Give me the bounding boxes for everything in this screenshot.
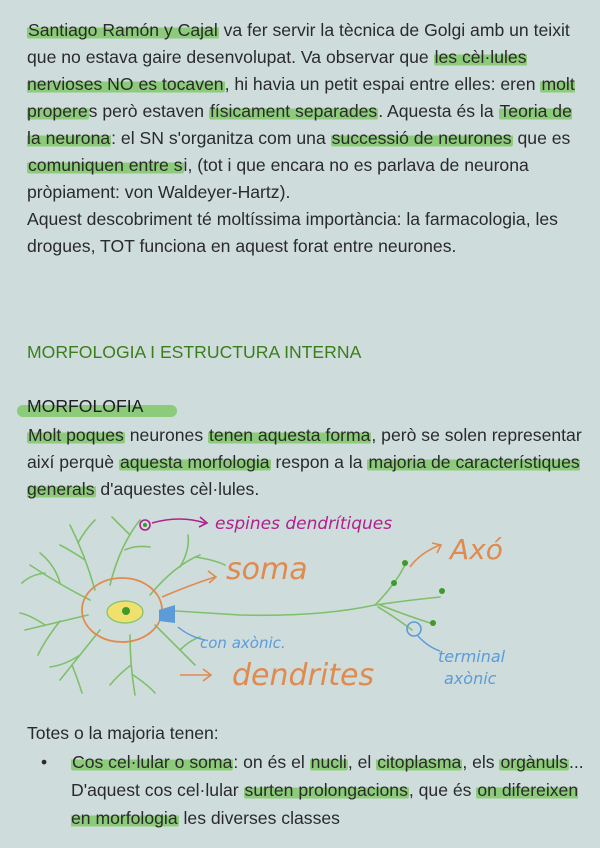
highlight-teoria-neurona: Teoria de la neurona: [27, 101, 572, 148]
highlight-citoplasma: citoplasma: [377, 752, 462, 772]
highlight-comuniquen: comuniquen entre s: [28, 155, 183, 175]
label-axonic: axònic: [444, 669, 497, 688]
morphology-paragraph: Molt poques neurones tenen aquesta forma, però se solen representar així perquè aquesta morfologia respon a la majoria de característiques generals d'aquestes cèl·lules.: [27, 425, 582, 499]
highlight-molt-poques: Molt poques: [28, 425, 124, 445]
highlight-majoria-caracteristiques: majoria de característiques generals: [27, 452, 580, 499]
subsection-title: MORFOLOFIA: [27, 396, 143, 417]
importance-sentence: Aquest descobriment té moltíssima importància: la farmacologia, les drogues, TOT funciona en aquest forat entre neurones.: [27, 209, 558, 256]
highlight-tenen-aquesta-forma: tenen aquesta forma: [209, 425, 371, 445]
label-axo: Axó: [450, 533, 503, 566]
section-title: MORFOLOGIA I ESTRUCTURA INTERNA: [27, 342, 362, 362]
highlight-molt-propers: molt propere: [27, 74, 575, 121]
highlight-successio-neurones: successió de neurones: [331, 128, 512, 148]
highlight-nucli: nucli: [310, 752, 347, 772]
intro-paragraph: Santiago Ramón y Cajal va fer servir la tècnica de Golgi amb un teixit que no estava gaire desenvolupat. Va observar que les cèl·lules nervioses NO es tocaven, hi havia un petit espai entre elles: eren molt properes però estaven físicament separades. Aquesta és la Teoria de la neurona: el SN s'organitza com una successió de neurones que es comuniquen entre si, (tot i que encara no es parlava de neurona pròpiament: von Waldeyer-Hartz). Aquest descobriment té moltíssima importància: la farmacologia, les drogues, TOT funciona en aquest forat entre neurones.: [27, 20, 575, 256]
highlight-fisicament-separades: físicament separades: [209, 101, 378, 121]
highlight-surten-prolongacions: surten prolongacions: [244, 780, 408, 800]
spine-arrow: [152, 519, 205, 523]
label-espines: espines dendrítiques: [215, 514, 393, 534]
axon-arrow: [410, 545, 440, 567]
soma-arrow: [162, 577, 215, 597]
spine-dots: [391, 560, 445, 626]
highlight-ramon-y-cajal: Santiago Ramón y Cajal: [28, 20, 218, 40]
feature-list: [27, 748, 587, 832]
label-soma: soma: [226, 552, 308, 587]
highlight-organuls: orgànuls: [500, 752, 568, 772]
highlight-cos-cellular: Cos cel·lular o soma: [72, 752, 233, 772]
highlight-difereixen: on difereixen en morfologia: [71, 780, 579, 828]
highlight-no-es-tocaven: les cèl·lules nervioses NO es tocaven: [27, 47, 527, 94]
bullet-marker: •: [41, 752, 48, 772]
highlight-aquesta-morfologia: aquesta morfologia: [119, 452, 270, 472]
label-terminal: terminal: [438, 647, 506, 666]
terminal-marker: [407, 622, 421, 636]
label-dendrites: dendrites: [232, 658, 375, 693]
neuron-drawing: [0, 505, 600, 705]
neuron-diagram: [0, 505, 600, 705]
list-intro: Totes o la majoria tenen:: [27, 723, 219, 743]
list-item: • Cos cel·lular o soma: on és el nucli, el citoplasma, els orgànuls... D'aquest cos cel·lular surten prolongacions, que és on difereixen en morfologia les diverses classes: [27, 748, 587, 832]
label-con-axonic: con axònic.: [200, 634, 286, 652]
